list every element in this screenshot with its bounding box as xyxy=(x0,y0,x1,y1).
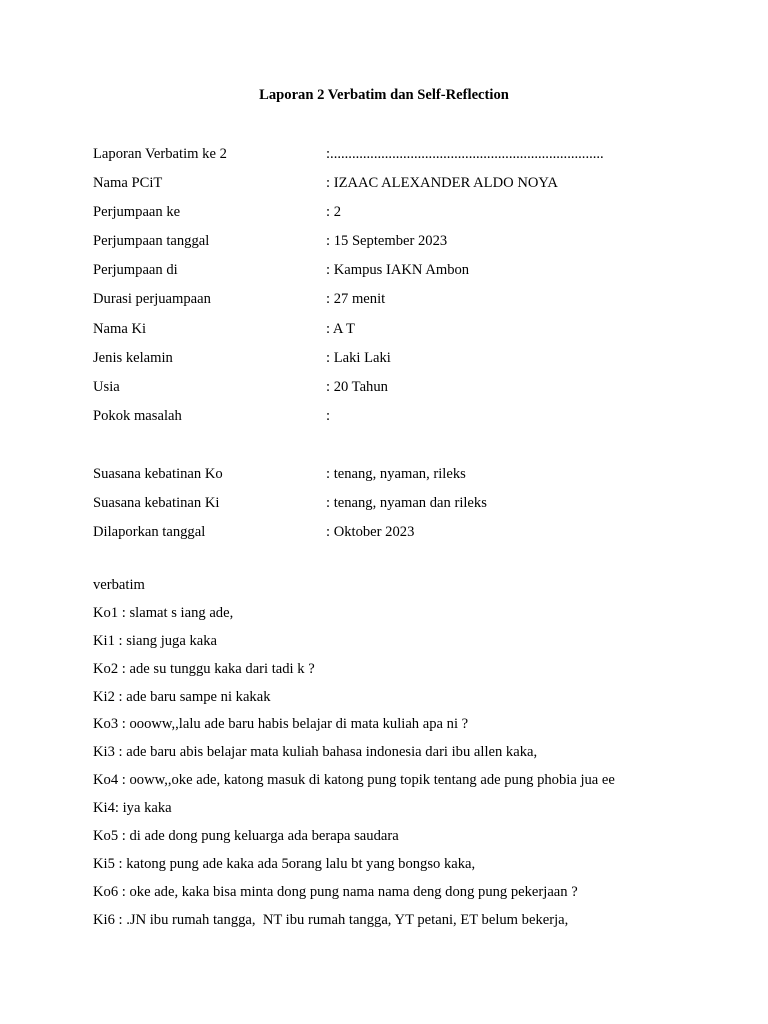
info-label: Suasana kebatinan Ko xyxy=(93,465,223,482)
info-value: : Laki Laki xyxy=(326,349,391,366)
dialogue-line: Ki6 : .JN ibu rumah tangga, NT ibu rumah tangga, YT petani, ET belum bekerja, xyxy=(93,911,569,928)
info-label: Perjumpaan di xyxy=(93,262,178,279)
verbatim-section xyxy=(93,576,615,939)
verbatim-heading: verbatim xyxy=(93,577,145,593)
info-label: Durasi perjuampaan xyxy=(93,291,211,308)
dialogue-line: Ko5 : di ade dong pung keluarga ada berapa saudara xyxy=(93,828,399,845)
document-title: Laporan 2 Verbatim dan Self-Reflection xyxy=(259,87,509,103)
dialogue-line: Ki5 : katong pung ade kaka ada 5orang lalu bt yang bongso kaka, xyxy=(93,855,476,872)
info-value: : 15 September 2023 xyxy=(326,233,448,250)
info-label: Pokok masalah xyxy=(93,407,182,424)
dialogue-line: Ki4: iya kaka xyxy=(93,800,172,817)
info-value: : xyxy=(326,407,331,424)
info-label: Perjumpaan ke xyxy=(93,204,181,221)
info-value: : IZAAC ALEXANDER ALDO NOYA xyxy=(326,175,558,192)
info-label: Perjumpaan tanggal xyxy=(93,233,210,250)
dialogue-line: Ko2 : ade su tunggu kaka dari tadi k ? xyxy=(93,660,315,677)
dialogue-line: Ko4 : ooww,,oke ade, katong masuk di katong pung topik tentang ade pung phobia jua ee xyxy=(93,772,615,789)
info-value: : tenang, nyaman dan rileks xyxy=(326,495,487,512)
dialogue-line: Ko6 : oke ade, kaka bisa minta dong pung nama nama deng dong pung pekerjaan ? xyxy=(93,883,578,900)
dialogue-line: Ko1 : slamat s iang ade, xyxy=(93,604,234,621)
info-value: :........................................................................... xyxy=(326,146,604,162)
dialogue-line: Ki3 : ade baru abis belajar mata kuliah bahasa indonesia dari ibu allen kaka, xyxy=(93,744,538,761)
info-label: Nama Ki xyxy=(93,320,147,337)
info-value: : 20 Tahun xyxy=(326,378,388,395)
info-label: Dilaporkan tanggal xyxy=(93,524,206,541)
dialogue-line: Ki1 : siang juga kaka xyxy=(93,632,218,649)
info-label: Nama PCiT xyxy=(93,175,163,192)
info-value: : A T xyxy=(326,320,355,337)
info-value: : Kampus IAKN Ambon xyxy=(326,262,470,279)
info-label: Usia xyxy=(93,378,120,395)
info-value: : tenang, nyaman, rileks xyxy=(326,465,466,482)
info-value: : 2 xyxy=(326,204,341,221)
dialogue-line: Ki2 : ade baru sampe ni kakak xyxy=(93,688,271,705)
info-value: : Oktober 2023 xyxy=(326,524,415,541)
info-value: : 27 menit xyxy=(326,291,386,308)
info-label: Laporan Verbatim ke 2 xyxy=(93,146,227,162)
info-label: Suasana kebatinan Ki xyxy=(93,495,220,512)
dialogue-line: Ko3 : oooww,,lalu ade baru habis belajar di mata kuliah apa ni ? xyxy=(93,716,469,733)
info-label: Jenis kelamin xyxy=(93,349,173,366)
